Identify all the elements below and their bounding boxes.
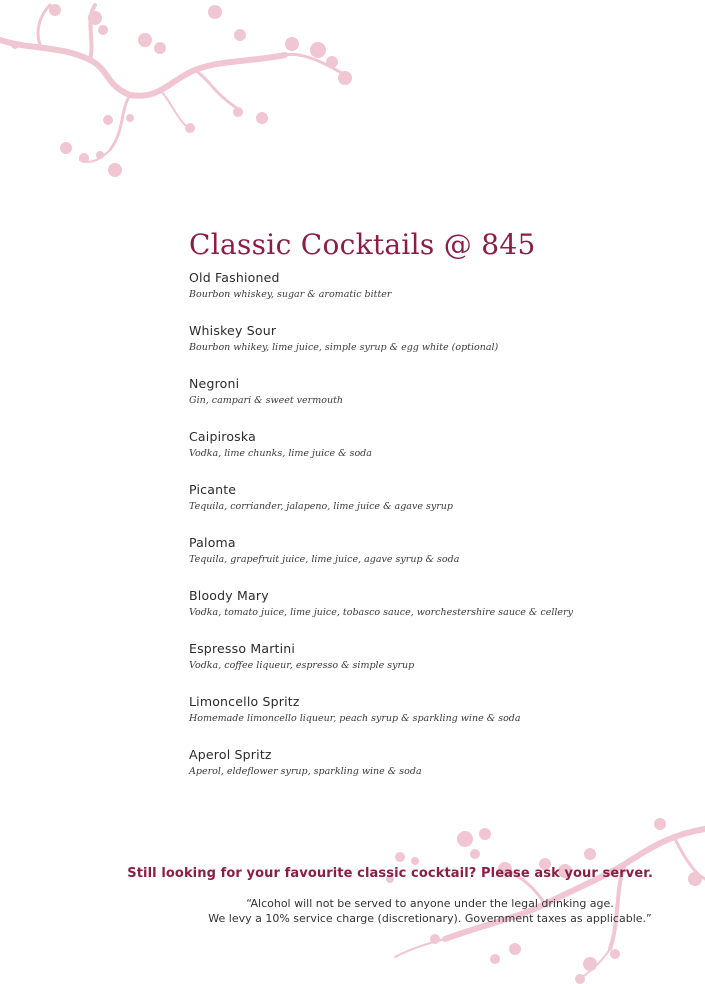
cherry-blossom-top-left-icon [0,0,360,180]
legal-line-service-charge: We levy a 10% service charge (discretionary). Government taxes as applicable.” [208,912,652,925]
menu-item-description: Tequila, corriander, jalapeno, lime juice & agave syrup [189,501,453,512]
menu-item-name: Paloma [189,535,236,550]
menu-item-name: Espresso Martini [189,641,296,656]
menu-item-name: Limoncello Spritz [189,694,300,709]
menu-item-name: Picante [189,482,237,497]
menu-title: Classic Cocktails @ 845 [189,228,536,261]
menu-item [189,535,669,588]
menu-item [189,482,669,535]
menu-item [189,270,669,323]
menu-item-name: Caipiroska [189,429,256,444]
menu-item-description: Vodka, tomato juice, lime juice, tobasco sauce, worchestershire sauce & cellery [189,607,573,618]
menu-item [189,694,669,747]
menu-item-name: Aperol Spritz [189,747,272,762]
menu-item [189,429,669,482]
legal-line-alcohol: “Alcohol will not be served to anyone under the legal drinking age. [246,897,614,910]
menu-item-name: Old Fashioned [189,270,280,285]
menu-item-description: Vodka, lime chunks, lime juice & soda [189,448,372,459]
menu-item-name: Bloody Mary [189,588,269,603]
menu-item-description: Homemade limoncello liqueur, peach syrup & sparkling wine & soda [189,713,521,724]
menu-item [189,588,669,641]
menu-item-description: Tequila, grapefruit juice, lime juice, agave syrup & soda [189,554,460,565]
menu-item [189,323,669,376]
legal-disclaimer [160,896,700,926]
menu-item-description: Bourbon whiskey, sugar & aromatic bitter [189,289,392,300]
menu-item-name: Negroni [189,376,240,391]
menu-item-description: Aperol, eldeflower syrup, sparkling wine & soda [189,766,422,777]
menu-item-description: Gin, campari & sweet vermouth [189,395,343,406]
cocktail-menu [189,226,669,800]
menu-item-name: Whiskey Sour [189,323,277,338]
menu-item [189,641,669,694]
menu-item-description: Vodka, coffee liqueur, espresso & simple syrup [189,660,415,671]
menu-item-description: Bourbon whikey, lime juice, simple syrup & egg white (optional) [189,342,499,353]
menu-item [189,376,669,429]
ask-server-note: Still looking for your favourite classic cocktail? Please ask your server. [127,866,653,881]
menu-item [189,747,669,800]
